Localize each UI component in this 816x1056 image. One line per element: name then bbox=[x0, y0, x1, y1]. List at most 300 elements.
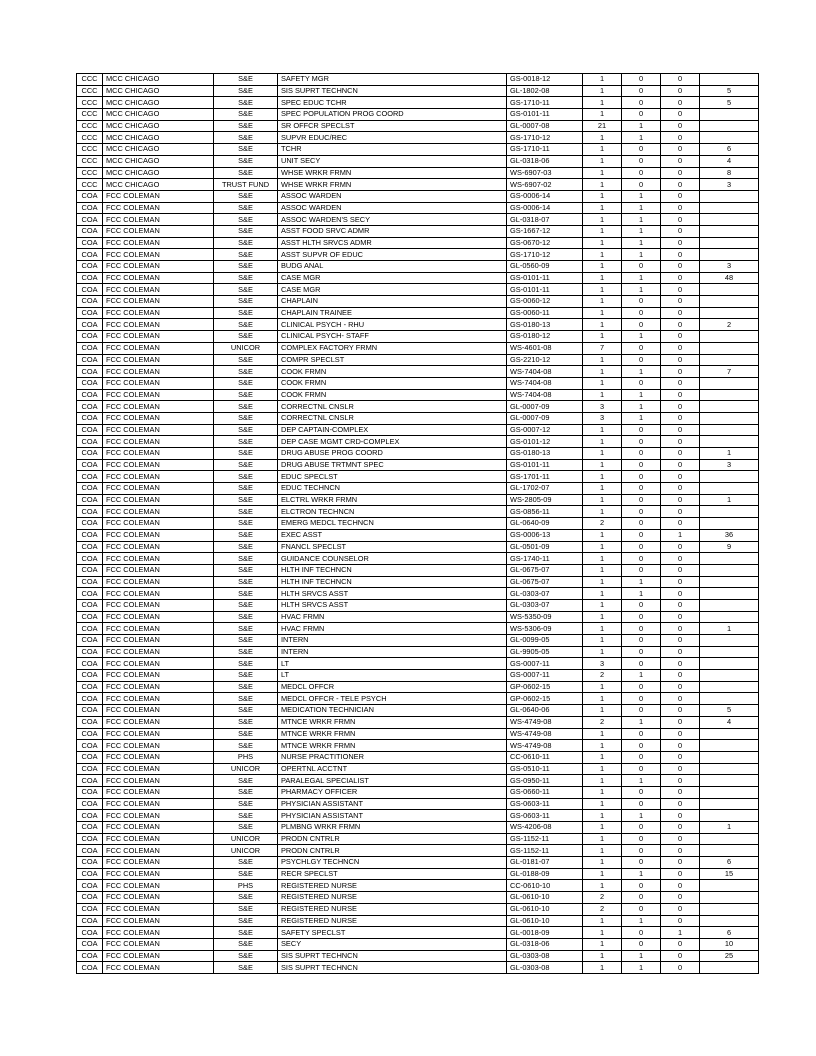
cell-count-b: 1 bbox=[622, 225, 661, 237]
cell-count-c: 0 bbox=[661, 658, 700, 670]
cell-institution-name: MCC CHICAGO bbox=[103, 120, 214, 132]
cell-institution-name: FCC COLEMAN bbox=[103, 506, 214, 518]
cell-funding-source: S&E bbox=[214, 553, 278, 565]
cell-grade-series: WS-4601-08 bbox=[507, 342, 583, 354]
cell-grade-series: GS-0180-13 bbox=[507, 319, 583, 331]
cell-count-c: 0 bbox=[661, 412, 700, 424]
table-row bbox=[77, 810, 759, 822]
cell-position-title: EDUC TECHNCN bbox=[278, 483, 507, 495]
cell-institution-name: FCC COLEMAN bbox=[103, 296, 214, 308]
cell-count-a: 1 bbox=[583, 179, 622, 191]
cell-institution-name: FCC COLEMAN bbox=[103, 775, 214, 787]
cell-facility-code: COA bbox=[77, 962, 103, 974]
cell-count-d: 7 bbox=[700, 366, 759, 378]
cell-count-b: 0 bbox=[622, 903, 661, 915]
cell-grade-series: GL-0675-07 bbox=[507, 576, 583, 588]
cell-count-b: 0 bbox=[622, 728, 661, 740]
cell-institution-name: FCC COLEMAN bbox=[103, 319, 214, 331]
cell-grade-series: GS-0006-14 bbox=[507, 202, 583, 214]
cell-count-b: 0 bbox=[622, 529, 661, 541]
cell-count-c: 0 bbox=[661, 109, 700, 121]
cell-grade-series: GL-0318-06 bbox=[507, 938, 583, 950]
cell-count-b: 0 bbox=[622, 518, 661, 530]
cell-position-title: WHSE WRKR FRMN bbox=[278, 167, 507, 179]
cell-count-a: 1 bbox=[583, 611, 622, 623]
cell-count-d: 25 bbox=[700, 950, 759, 962]
cell-count-d: 3 bbox=[700, 261, 759, 273]
cell-count-d: 9 bbox=[700, 541, 759, 553]
cell-grade-series: GS-0018-12 bbox=[507, 74, 583, 86]
cell-count-c: 0 bbox=[661, 167, 700, 179]
cell-facility-code: COA bbox=[77, 237, 103, 249]
cell-position-title: CASE MGR bbox=[278, 284, 507, 296]
cell-grade-series: GL-0318-07 bbox=[507, 214, 583, 226]
cell-count-a: 1 bbox=[583, 541, 622, 553]
cell-count-c: 0 bbox=[661, 564, 700, 576]
cell-institution-name: FCC COLEMAN bbox=[103, 915, 214, 927]
cell-position-title: COOK FRMN bbox=[278, 389, 507, 401]
cell-position-title: NURSE PRACTITIONER bbox=[278, 751, 507, 763]
cell-funding-source: S&E bbox=[214, 950, 278, 962]
cell-institution-name: FCC COLEMAN bbox=[103, 740, 214, 752]
cell-count-b: 0 bbox=[622, 740, 661, 752]
cell-position-title: HLTH SRVCS ASST bbox=[278, 588, 507, 600]
cell-count-d bbox=[700, 214, 759, 226]
cell-facility-code: COA bbox=[77, 518, 103, 530]
cell-count-a: 1 bbox=[583, 564, 622, 576]
cell-institution-name: FCC COLEMAN bbox=[103, 342, 214, 354]
table-row bbox=[77, 261, 759, 273]
cell-count-a: 1 bbox=[583, 331, 622, 343]
cell-count-a: 3 bbox=[583, 401, 622, 413]
cell-facility-code: COA bbox=[77, 646, 103, 658]
cell-count-a: 1 bbox=[583, 424, 622, 436]
cell-count-d bbox=[700, 763, 759, 775]
cell-grade-series: GS-0060-12 bbox=[507, 296, 583, 308]
cell-position-title: CHAPLAIN bbox=[278, 296, 507, 308]
cell-count-d bbox=[700, 202, 759, 214]
cell-funding-source: S&E bbox=[214, 109, 278, 121]
cell-count-a: 3 bbox=[583, 412, 622, 424]
cell-grade-series: GL-0303-08 bbox=[507, 962, 583, 974]
cell-count-b: 0 bbox=[622, 681, 661, 693]
cell-funding-source: S&E bbox=[214, 132, 278, 144]
cell-institution-name: FCC COLEMAN bbox=[103, 553, 214, 565]
cell-count-c: 0 bbox=[661, 868, 700, 880]
cell-grade-series: GS-1710-11 bbox=[507, 97, 583, 109]
cell-funding-source: S&E bbox=[214, 401, 278, 413]
cell-funding-source: PHS bbox=[214, 880, 278, 892]
cell-count-b: 0 bbox=[622, 705, 661, 717]
cell-count-d: 3 bbox=[700, 179, 759, 191]
cell-count-a: 1 bbox=[583, 529, 622, 541]
cell-facility-code: COA bbox=[77, 331, 103, 343]
cell-count-b: 0 bbox=[622, 599, 661, 611]
cell-count-d bbox=[700, 635, 759, 647]
cell-count-a: 1 bbox=[583, 705, 622, 717]
staffing-table-body bbox=[77, 74, 759, 974]
cell-funding-source: S&E bbox=[214, 681, 278, 693]
cell-funding-source: S&E bbox=[214, 915, 278, 927]
cell-grade-series: GL-0610-10 bbox=[507, 892, 583, 904]
cell-institution-name: FCC COLEMAN bbox=[103, 436, 214, 448]
table-row bbox=[77, 763, 759, 775]
cell-count-a: 1 bbox=[583, 225, 622, 237]
cell-institution-name: FCC COLEMAN bbox=[103, 471, 214, 483]
table-row bbox=[77, 576, 759, 588]
cell-count-b: 1 bbox=[622, 120, 661, 132]
cell-count-b: 1 bbox=[622, 214, 661, 226]
cell-count-d: 5 bbox=[700, 705, 759, 717]
cell-count-b: 1 bbox=[622, 576, 661, 588]
table-row bbox=[77, 564, 759, 576]
cell-count-d bbox=[700, 109, 759, 121]
cell-count-b: 1 bbox=[622, 202, 661, 214]
table-row bbox=[77, 740, 759, 752]
table-row bbox=[77, 728, 759, 740]
cell-count-b: 1 bbox=[622, 716, 661, 728]
cell-facility-code: COA bbox=[77, 810, 103, 822]
cell-count-a: 1 bbox=[583, 97, 622, 109]
cell-count-d bbox=[700, 132, 759, 144]
cell-facility-code: COA bbox=[77, 623, 103, 635]
table-row bbox=[77, 354, 759, 366]
cell-count-a: 1 bbox=[583, 377, 622, 389]
cell-count-b: 0 bbox=[622, 506, 661, 518]
cell-grade-series: GS-0670-12 bbox=[507, 237, 583, 249]
cell-count-c: 0 bbox=[661, 144, 700, 156]
cell-facility-code: COA bbox=[77, 401, 103, 413]
cell-count-a: 1 bbox=[583, 751, 622, 763]
cell-facility-code: COA bbox=[77, 202, 103, 214]
cell-institution-name: FCC COLEMAN bbox=[103, 494, 214, 506]
cell-facility-code: COA bbox=[77, 670, 103, 682]
cell-grade-series: CC-0610-11 bbox=[507, 751, 583, 763]
table-row bbox=[77, 202, 759, 214]
cell-count-c: 0 bbox=[661, 857, 700, 869]
cell-count-a: 1 bbox=[583, 822, 622, 834]
cell-funding-source: S&E bbox=[214, 857, 278, 869]
cell-facility-code: COA bbox=[77, 635, 103, 647]
cell-count-d bbox=[700, 833, 759, 845]
table-row bbox=[77, 798, 759, 810]
cell-count-c: 0 bbox=[661, 97, 700, 109]
cell-facility-code: COA bbox=[77, 307, 103, 319]
cell-institution-name: FCC COLEMAN bbox=[103, 190, 214, 202]
cell-institution-name: FCC COLEMAN bbox=[103, 962, 214, 974]
cell-count-c: 0 bbox=[661, 459, 700, 471]
cell-funding-source: S&E bbox=[214, 214, 278, 226]
cell-funding-source: TRUST FUND bbox=[214, 179, 278, 191]
cell-position-title: DRUG ABUSE TRTMNT SPEC bbox=[278, 459, 507, 471]
cell-count-d: 5 bbox=[700, 85, 759, 97]
cell-count-d bbox=[700, 342, 759, 354]
cell-funding-source: S&E bbox=[214, 471, 278, 483]
cell-facility-code: COA bbox=[77, 553, 103, 565]
cell-count-d bbox=[700, 658, 759, 670]
cell-position-title: INTERN bbox=[278, 635, 507, 647]
cell-grade-series: GL-1702-07 bbox=[507, 483, 583, 495]
table-row bbox=[77, 786, 759, 798]
cell-count-c: 0 bbox=[661, 214, 700, 226]
cell-funding-source: UNICOR bbox=[214, 342, 278, 354]
cell-institution-name: FCC COLEMAN bbox=[103, 377, 214, 389]
cell-count-c: 0 bbox=[661, 623, 700, 635]
cell-facility-code: COA bbox=[77, 658, 103, 670]
cell-count-a: 1 bbox=[583, 494, 622, 506]
cell-count-c: 0 bbox=[661, 85, 700, 97]
cell-position-title: ASST SUPVR OF EDUC bbox=[278, 249, 507, 261]
cell-count-b: 1 bbox=[622, 868, 661, 880]
cell-institution-name: MCC CHICAGO bbox=[103, 167, 214, 179]
cell-funding-source: S&E bbox=[214, 938, 278, 950]
cell-count-a: 1 bbox=[583, 167, 622, 179]
cell-facility-code: CCC bbox=[77, 179, 103, 191]
cell-funding-source: S&E bbox=[214, 97, 278, 109]
cell-count-a: 1 bbox=[583, 833, 622, 845]
cell-count-c: 0 bbox=[661, 237, 700, 249]
cell-institution-name: FCC COLEMAN bbox=[103, 716, 214, 728]
cell-count-b: 0 bbox=[622, 857, 661, 869]
cell-institution-name: FCC COLEMAN bbox=[103, 354, 214, 366]
cell-count-d bbox=[700, 354, 759, 366]
cell-count-a: 1 bbox=[583, 786, 622, 798]
cell-count-d: 36 bbox=[700, 529, 759, 541]
cell-count-c: 0 bbox=[661, 179, 700, 191]
cell-grade-series: GS-1710-11 bbox=[507, 144, 583, 156]
cell-grade-series: GS-0060-11 bbox=[507, 307, 583, 319]
cell-count-b: 0 bbox=[622, 377, 661, 389]
cell-institution-name: FCC COLEMAN bbox=[103, 857, 214, 869]
cell-position-title: SIS SUPRT TECHNCN bbox=[278, 962, 507, 974]
cell-count-d: 3 bbox=[700, 459, 759, 471]
cell-institution-name: FCC COLEMAN bbox=[103, 623, 214, 635]
cell-count-b: 0 bbox=[622, 97, 661, 109]
cell-count-a: 1 bbox=[583, 775, 622, 787]
cell-count-d bbox=[700, 331, 759, 343]
cell-count-d bbox=[700, 915, 759, 927]
cell-position-title: PRODN CNTRLR bbox=[278, 833, 507, 845]
cell-grade-series: WS-5350-09 bbox=[507, 611, 583, 623]
cell-count-d bbox=[700, 518, 759, 530]
cell-facility-code: COA bbox=[77, 459, 103, 471]
cell-position-title: SPEC POPULATION PROG COORD bbox=[278, 109, 507, 121]
cell-grade-series: GL-0303-07 bbox=[507, 588, 583, 600]
cell-count-a: 1 bbox=[583, 962, 622, 974]
cell-count-b: 0 bbox=[622, 822, 661, 834]
cell-position-title: GUIDANCE COUNSELOR bbox=[278, 553, 507, 565]
cell-count-b: 0 bbox=[622, 179, 661, 191]
cell-funding-source: S&E bbox=[214, 412, 278, 424]
cell-count-b: 1 bbox=[622, 272, 661, 284]
cell-position-title: CASE MGR bbox=[278, 272, 507, 284]
table-row bbox=[77, 249, 759, 261]
cell-count-b: 0 bbox=[622, 845, 661, 857]
cell-count-a: 1 bbox=[583, 272, 622, 284]
cell-count-a: 1 bbox=[583, 915, 622, 927]
cell-institution-name: FCC COLEMAN bbox=[103, 261, 214, 273]
table-row bbox=[77, 342, 759, 354]
cell-count-c: 0 bbox=[661, 506, 700, 518]
cell-position-title: HLTH SRVCS ASST bbox=[278, 599, 507, 611]
cell-facility-code: COA bbox=[77, 471, 103, 483]
cell-institution-name: FCC COLEMAN bbox=[103, 225, 214, 237]
cell-facility-code: COA bbox=[77, 342, 103, 354]
cell-institution-name: FCC COLEMAN bbox=[103, 927, 214, 939]
cell-count-b: 0 bbox=[622, 646, 661, 658]
cell-institution-name: FCC COLEMAN bbox=[103, 541, 214, 553]
cell-position-title: CORRECTNL CNSLR bbox=[278, 412, 507, 424]
cell-position-title: MEDCL OFFCR - TELE PSYCH bbox=[278, 693, 507, 705]
cell-count-d bbox=[700, 237, 759, 249]
cell-count-c: 0 bbox=[661, 716, 700, 728]
cell-count-b: 1 bbox=[622, 284, 661, 296]
cell-facility-code: COA bbox=[77, 436, 103, 448]
cell-position-title: EDUC SPECLST bbox=[278, 471, 507, 483]
cell-count-a: 1 bbox=[583, 389, 622, 401]
cell-count-c: 0 bbox=[661, 892, 700, 904]
cell-count-a: 1 bbox=[583, 109, 622, 121]
table-row bbox=[77, 938, 759, 950]
cell-grade-series: GS-0101-11 bbox=[507, 284, 583, 296]
cell-grade-series: GL-0181-07 bbox=[507, 857, 583, 869]
cell-funding-source: S&E bbox=[214, 716, 278, 728]
cell-grade-series: WS-6907-02 bbox=[507, 179, 583, 191]
table-row bbox=[77, 833, 759, 845]
cell-count-b: 1 bbox=[622, 249, 661, 261]
cell-facility-code: COA bbox=[77, 448, 103, 460]
cell-funding-source: S&E bbox=[214, 85, 278, 97]
cell-position-title: ASSOC WARDEN'S SECY bbox=[278, 214, 507, 226]
cell-grade-series: GL-0303-07 bbox=[507, 599, 583, 611]
cell-grade-series: GS-1152-11 bbox=[507, 833, 583, 845]
cell-count-d bbox=[700, 120, 759, 132]
cell-count-b: 0 bbox=[622, 763, 661, 775]
cell-grade-series: GS-1667-12 bbox=[507, 225, 583, 237]
cell-count-d bbox=[700, 483, 759, 495]
table-row bbox=[77, 331, 759, 343]
table-row bbox=[77, 132, 759, 144]
cell-count-b: 1 bbox=[622, 915, 661, 927]
cell-position-title: SUPVR EDUC/REC bbox=[278, 132, 507, 144]
cell-position-title: REGISTERED NURSE bbox=[278, 892, 507, 904]
cell-count-d bbox=[700, 880, 759, 892]
table-row bbox=[77, 284, 759, 296]
cell-count-a: 2 bbox=[583, 892, 622, 904]
cell-count-b: 0 bbox=[622, 880, 661, 892]
cell-position-title: PHYSICIAN ASSISTANT bbox=[278, 810, 507, 822]
cell-count-b: 1 bbox=[622, 588, 661, 600]
cell-count-a: 1 bbox=[583, 740, 622, 752]
cell-count-d: 1 bbox=[700, 822, 759, 834]
table-row bbox=[77, 529, 759, 541]
cell-grade-series: GS-1152-11 bbox=[507, 845, 583, 857]
cell-position-title: SPEC EDUC TCHR bbox=[278, 97, 507, 109]
cell-count-c: 0 bbox=[661, 775, 700, 787]
cell-count-b: 0 bbox=[622, 833, 661, 845]
cell-count-c: 0 bbox=[661, 705, 700, 717]
table-row bbox=[77, 237, 759, 249]
cell-count-a: 1 bbox=[583, 635, 622, 647]
cell-facility-code: COA bbox=[77, 261, 103, 273]
cell-count-b: 0 bbox=[622, 798, 661, 810]
cell-institution-name: FCC COLEMAN bbox=[103, 798, 214, 810]
cell-funding-source: S&E bbox=[214, 658, 278, 670]
table-row bbox=[77, 868, 759, 880]
cell-count-d: 2 bbox=[700, 319, 759, 331]
table-row bbox=[77, 822, 759, 834]
table-row bbox=[77, 436, 759, 448]
cell-funding-source: UNICOR bbox=[214, 833, 278, 845]
cell-grade-series: CC-0610-10 bbox=[507, 880, 583, 892]
cell-institution-name: FCC COLEMAN bbox=[103, 670, 214, 682]
cell-count-b: 0 bbox=[622, 342, 661, 354]
cell-count-d bbox=[700, 740, 759, 752]
cell-position-title: INTERN bbox=[278, 646, 507, 658]
cell-grade-series: GL-0188-09 bbox=[507, 868, 583, 880]
cell-funding-source: S&E bbox=[214, 670, 278, 682]
cell-count-d bbox=[700, 401, 759, 413]
cell-count-a: 1 bbox=[583, 436, 622, 448]
cell-count-c: 0 bbox=[661, 553, 700, 565]
cell-count-c: 0 bbox=[661, 424, 700, 436]
cell-position-title: CHAPLAIN TRAINEE bbox=[278, 307, 507, 319]
cell-grade-series: GS-0603-11 bbox=[507, 798, 583, 810]
cell-position-title: MTNCE WRKR FRMN bbox=[278, 728, 507, 740]
cell-funding-source: S&E bbox=[214, 728, 278, 740]
cell-count-a: 1 bbox=[583, 237, 622, 249]
table-row bbox=[77, 670, 759, 682]
cell-funding-source: S&E bbox=[214, 237, 278, 249]
cell-count-c: 0 bbox=[661, 155, 700, 167]
table-row bbox=[77, 880, 759, 892]
cell-grade-series: GP-0602-15 bbox=[507, 693, 583, 705]
cell-funding-source: S&E bbox=[214, 389, 278, 401]
cell-grade-series: WS-2805-09 bbox=[507, 494, 583, 506]
cell-count-d bbox=[700, 564, 759, 576]
cell-count-b: 1 bbox=[622, 389, 661, 401]
table-row bbox=[77, 611, 759, 623]
cell-count-b: 0 bbox=[622, 296, 661, 308]
cell-count-d bbox=[700, 553, 759, 565]
cell-facility-code: COA bbox=[77, 389, 103, 401]
cell-count-a: 2 bbox=[583, 670, 622, 682]
cell-position-title: CLINICAL PSYCH - RHU bbox=[278, 319, 507, 331]
cell-count-a: 1 bbox=[583, 938, 622, 950]
cell-institution-name: FCC COLEMAN bbox=[103, 681, 214, 693]
table-row bbox=[77, 296, 759, 308]
cell-institution-name: FCC COLEMAN bbox=[103, 611, 214, 623]
cell-count-d bbox=[700, 436, 759, 448]
cell-count-b: 0 bbox=[622, 658, 661, 670]
table-row bbox=[77, 588, 759, 600]
cell-funding-source: S&E bbox=[214, 377, 278, 389]
cell-position-title: HLTH INF TECHNCN bbox=[278, 576, 507, 588]
cell-grade-series: GL-0303-08 bbox=[507, 950, 583, 962]
cell-grade-series: GP-0602-15 bbox=[507, 681, 583, 693]
cell-count-c: 0 bbox=[661, 120, 700, 132]
cell-count-d bbox=[700, 681, 759, 693]
cell-institution-name: FCC COLEMAN bbox=[103, 588, 214, 600]
cell-position-title: SAFETY SPECLST bbox=[278, 927, 507, 939]
cell-funding-source: S&E bbox=[214, 74, 278, 86]
cell-institution-name: FCC COLEMAN bbox=[103, 412, 214, 424]
cell-count-d: 1 bbox=[700, 448, 759, 460]
cell-institution-name: FCC COLEMAN bbox=[103, 202, 214, 214]
cell-institution-name: FCC COLEMAN bbox=[103, 599, 214, 611]
cell-count-c: 0 bbox=[661, 190, 700, 202]
cell-position-title: UNIT SECY bbox=[278, 155, 507, 167]
